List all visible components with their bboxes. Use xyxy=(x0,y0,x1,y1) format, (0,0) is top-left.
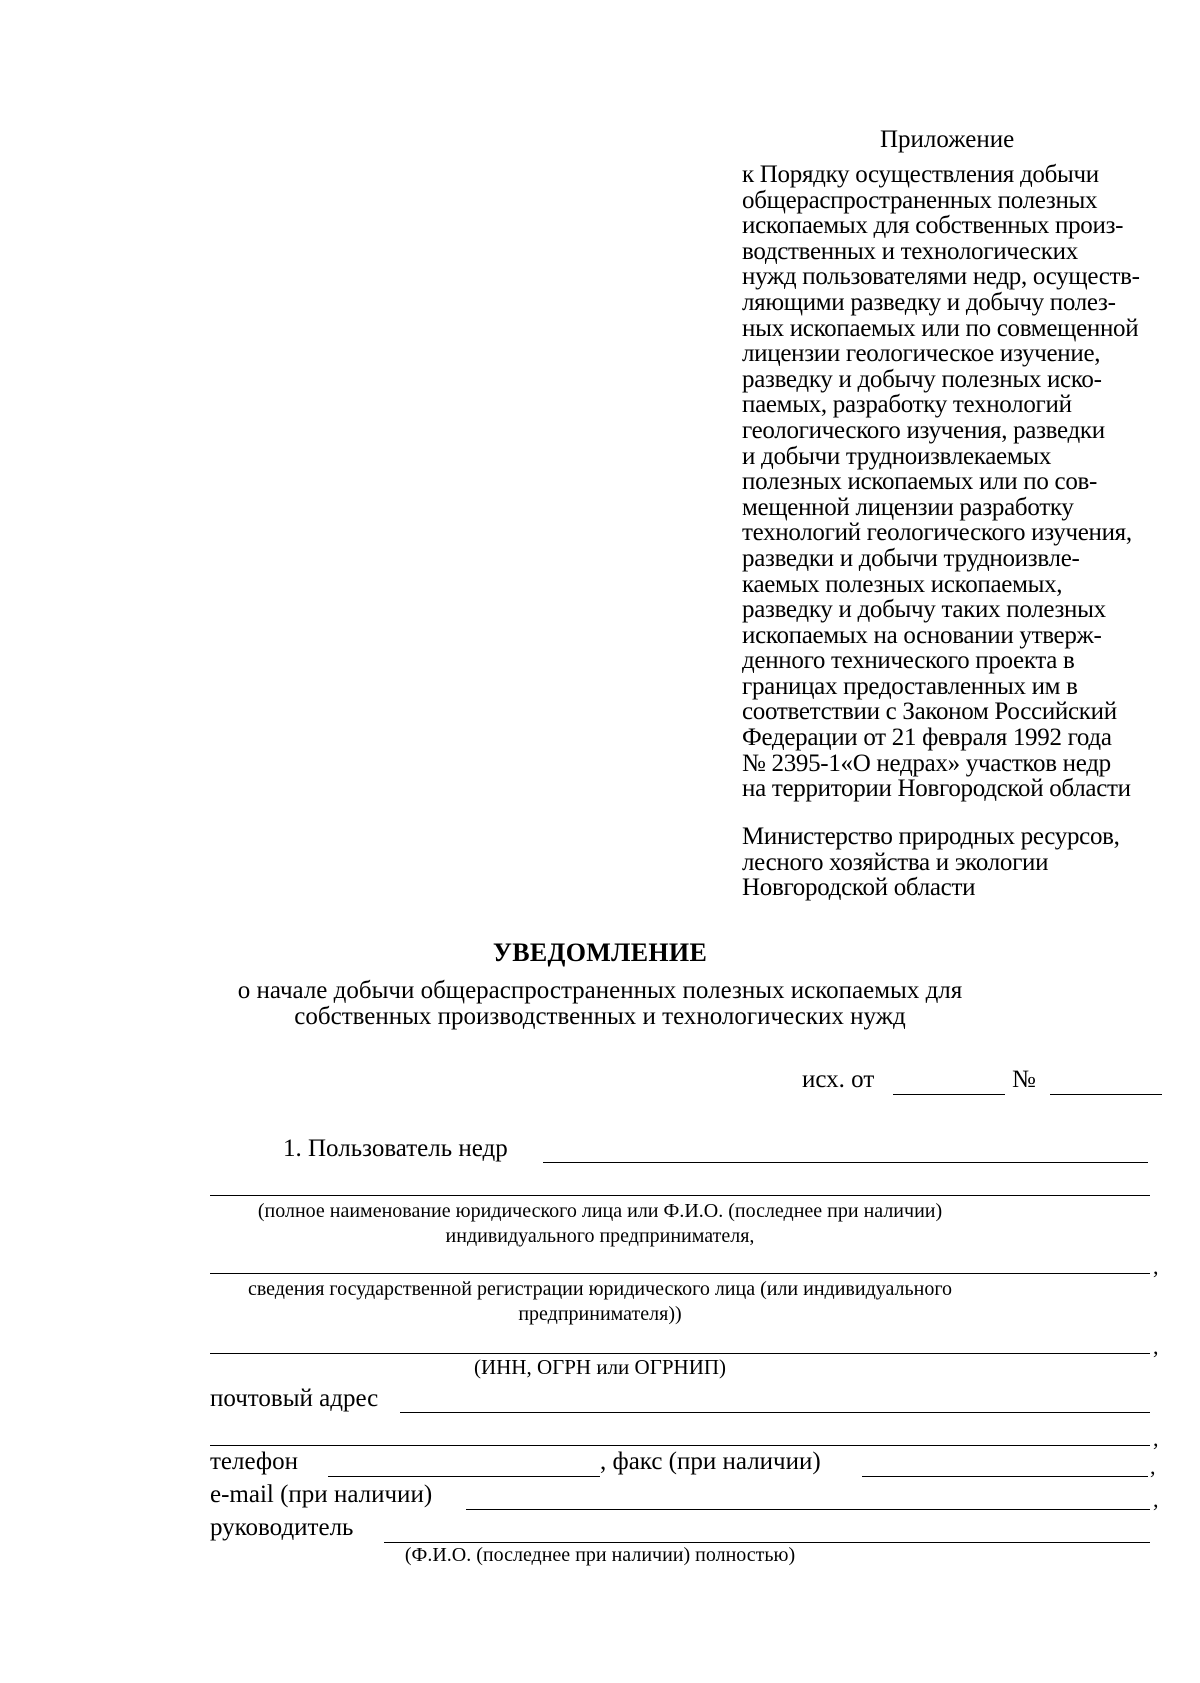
comma: , xyxy=(1153,1426,1159,1451)
head-label: руководитель xyxy=(210,1514,354,1541)
appendix-line: каемых полезных ископаемых, xyxy=(742,570,1063,598)
full-name-caption-2: индивидуального предпринимателя, xyxy=(445,1225,755,1247)
addressee-line: Министерство природных ресурсов, xyxy=(742,823,1120,850)
appendix-text xyxy=(742,162,1172,802)
appendix-line: ляющими разведку и добычу полез- xyxy=(742,288,1116,316)
comma: , xyxy=(1153,1254,1159,1279)
user-field[interactable] xyxy=(543,1138,1148,1163)
appendix-line: разведку и добычу полезных иско- xyxy=(742,365,1102,393)
appendix-line: границах предоставленных им в xyxy=(742,672,1078,700)
ref-number-field[interactable] xyxy=(1050,1070,1162,1095)
comma: , xyxy=(1153,1487,1159,1512)
appendix-line: разведку и добычу таких полезных xyxy=(742,596,1106,624)
appendix-line: на территории Новгородской области xyxy=(742,775,1131,803)
registration-caption-2: предпринимателя)) xyxy=(518,1303,682,1325)
head-field[interactable] xyxy=(384,1518,1150,1543)
appendix-line: ископаемых на основании утверж- xyxy=(742,621,1102,649)
appendix-line: нужд пользователями недр, осуществ- xyxy=(742,263,1140,291)
appendix-line: и добычи трудноизвлекаемых xyxy=(742,442,1052,470)
fax-field[interactable] xyxy=(862,1452,1148,1477)
appendix-line: ных ископаемых или по совмещенной xyxy=(742,314,1139,342)
comma: , xyxy=(1150,1454,1156,1479)
head-caption: (Ф.И.О. (последнее при наличии) полностью) xyxy=(404,1544,796,1566)
ref-number-label: № xyxy=(1012,1066,1036,1093)
phone-label: телефон xyxy=(210,1448,298,1475)
addressee xyxy=(742,824,1120,901)
full-name-caption-1: (полное наименование юридического лица или Ф.И.О. (последнее при наличии) xyxy=(257,1200,943,1222)
appendix-line: паемых, разработку технологий xyxy=(742,391,1072,419)
appendix-line: геологического изучения, разведки xyxy=(742,416,1105,444)
addressee-line: лесного хозяйства и экологии xyxy=(742,848,1049,876)
appendix-line: разведки и добычи трудноизвле- xyxy=(742,544,1080,572)
ref-date-field[interactable] xyxy=(893,1070,1005,1095)
postal-label: почтовый адрес xyxy=(210,1385,379,1412)
fax-label: , факс (при наличии) xyxy=(600,1448,821,1475)
email-field[interactable] xyxy=(466,1485,1150,1510)
addressee-line: Новгородской области xyxy=(742,874,976,901)
user-label: 1. Пользователь недр xyxy=(283,1135,508,1162)
registration-field[interactable] xyxy=(210,1258,1150,1274)
appendix-line: № 2395-1«О недрах» участков недр xyxy=(742,749,1111,777)
ref-out-label: исх. от xyxy=(802,1066,875,1093)
user-field-continued[interactable] xyxy=(210,1180,1150,1196)
subtitle-line: собственных производственных и технологических нужд xyxy=(294,1002,906,1030)
postal-field[interactable] xyxy=(400,1388,1150,1413)
document-subtitle xyxy=(0,978,1200,1029)
appendix-line: ископаемых для собственных произ- xyxy=(742,212,1124,240)
subtitle-line: о начале добычи общераспространенных полезных ископаемых для xyxy=(237,977,963,1004)
appendix-line: к Порядку осуществления добычи xyxy=(742,161,1099,188)
postal-field-continued[interactable] xyxy=(210,1430,1150,1446)
document-title: УВЕДОМЛЕНИЕ xyxy=(492,938,708,967)
inn-caption: (ИНН, ОГРН или ОГРНИП) xyxy=(473,1355,727,1379)
comma: , xyxy=(1153,1334,1159,1359)
registration-caption-1: сведения государственной регистрации юридического лица (или индивидуального xyxy=(247,1278,953,1300)
inn-field[interactable] xyxy=(210,1338,1150,1354)
appendix-line: водственных и технологических xyxy=(742,237,1078,265)
appendix-line: технологий геологического изучения, xyxy=(742,519,1132,547)
appendix-line: общераспространенных полезных xyxy=(742,186,1098,214)
appendix-line: лицензии геологическое изучение, xyxy=(742,340,1101,368)
appendix-line: Федерации от 21 февраля 1992 года xyxy=(742,724,1112,752)
phone-field[interactable] xyxy=(328,1452,600,1477)
email-label: e-mail (при наличии) xyxy=(210,1481,433,1508)
appendix-line: полезных ископаемых или по сов- xyxy=(742,468,1098,496)
appendix-line: денного технического проекта в xyxy=(742,647,1075,675)
appendix-title: Приложение xyxy=(880,126,1015,153)
appendix-line: соответствии с Законом Российский xyxy=(742,698,1117,726)
appendix-line: мещенной лицензии разработку xyxy=(742,493,1074,521)
